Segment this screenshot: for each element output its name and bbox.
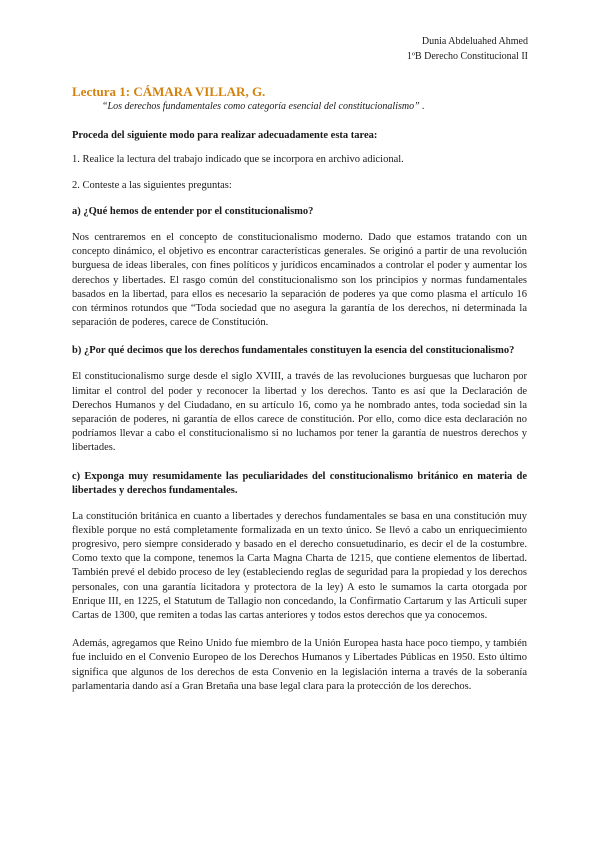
author-name: Dunia Abdeluahed Ahmed bbox=[421, 36, 528, 47]
page-header bbox=[407, 34, 528, 64]
lecture-subtitle: “Los derechos fundamentales como categoría esencial del constitucionalismo” . bbox=[102, 101, 425, 112]
course-name: 1ºB Derecho Constitucional II bbox=[406, 51, 528, 62]
question-c: c) Exponga muy resumidamente las peculiaridades del constitucionalismo británico en materia de libertades y derechos fundamentales. bbox=[72, 470, 527, 496]
answer-b: El constitucionalismo surge desde el siglo XVIII, a través de las revoluciones burguesas que lucharon por limitar el control del poder y reconocer la libertad y los derechos. Tanto es así que la Declaración de Derechos Humanos y del Ciudadano, en su artículo 16, como ya he nombrado antes, toda sociedad sin la separación de poderes, ni garantía de ellos carece de constitución. Por ello, como dice esta declaración no podríamos llevar a cabo el constitucionalismo si no luchamos por tener la garantía de nuestros derechos y libertades. bbox=[72, 371, 527, 454]
question-a: a) ¿Qué hemos de entender por el constitucionalismo? bbox=[72, 206, 314, 217]
question-b: b) ¿Por qué decimos que los derechos fundamentales constituyen la esencia del constitucionalismo? bbox=[72, 345, 515, 357]
answer-a: Nos centraremos en el concepto de constitucionalismo moderno. Dado que estamos tratando con un concepto dinámico, el objetivo es encontrar características generales. Se originó a partir de una revolución burguesa de ideas liberales, con fines políticos y jurídicos encaminados a controlar el poder y aumentar los derechos y libertades. El rasgo común del constitucionalismo son los principios y normas fundamentales basados en la libertad, para ellos es necesario la separación de poderes ya que como plasma el artículo 16 con términos rotundos que “Toda sociedad que no asegura la garantía de los derechos, ni determinada la separación de poderes, carece de Constitución. bbox=[72, 232, 527, 329]
instruction-step-2: 2. Conteste a las siguientes preguntas: bbox=[72, 180, 232, 191]
instructions-heading: Proceda del siguiente modo para realizar adecuadamente esta tarea: bbox=[72, 130, 378, 141]
instruction-step-1: 1. Realice la lectura del trabajo indicado que se incorpora en archivo adicional. bbox=[72, 154, 404, 165]
lecture-title: Lectura 1: CÁMARA VILLAR, G. bbox=[72, 84, 266, 99]
answer-c-paragraph-1: La constitución británica en cuanto a libertades y derechos fundamentales se basa en una constitución muy flexible porque no está completamente formalizada en un texto único. Se llevó a cabo un enriquecimiento progresivo, pero siempre considerado y basado en el derecho consuetudinario, es decir el de la costumbre. Como texto que la compone, tenemos la Carta Magna Charta de 1215, que contiene elementos de libertad. También prevé el debido proceso de ley (estableciendo reglas de seguridad para la propiedad y los derechos personales, con una garantía licitadora y protectora de la ley) A esto le sumamos la carta otorgada por Enrique III, en 1225, el Statutum de Tallagio non concedando, la Confirmatio Cartarum y las Articuli super Cartas de 1300, que remiten a todas las cartas anteriores y todos estos derechos que ya conocemos. bbox=[72, 510, 527, 622]
answer-c-paragraph-2: Además, agregamos que Reino Unido fue miembro de la Unión Europea hasta hace poco tiempo, y también fue incluido en el Convenio Europeo de los Derechos Humanos y Libertades Públicas en 1950. Esto último significa que algunos de los derechos de esta Convenio en la legislación interna a través de la soberanía parlamentaria dando así a Gran Bretaña una base legal clara para la protección de los derechos. bbox=[72, 638, 527, 692]
document-body bbox=[72, 84, 527, 708]
